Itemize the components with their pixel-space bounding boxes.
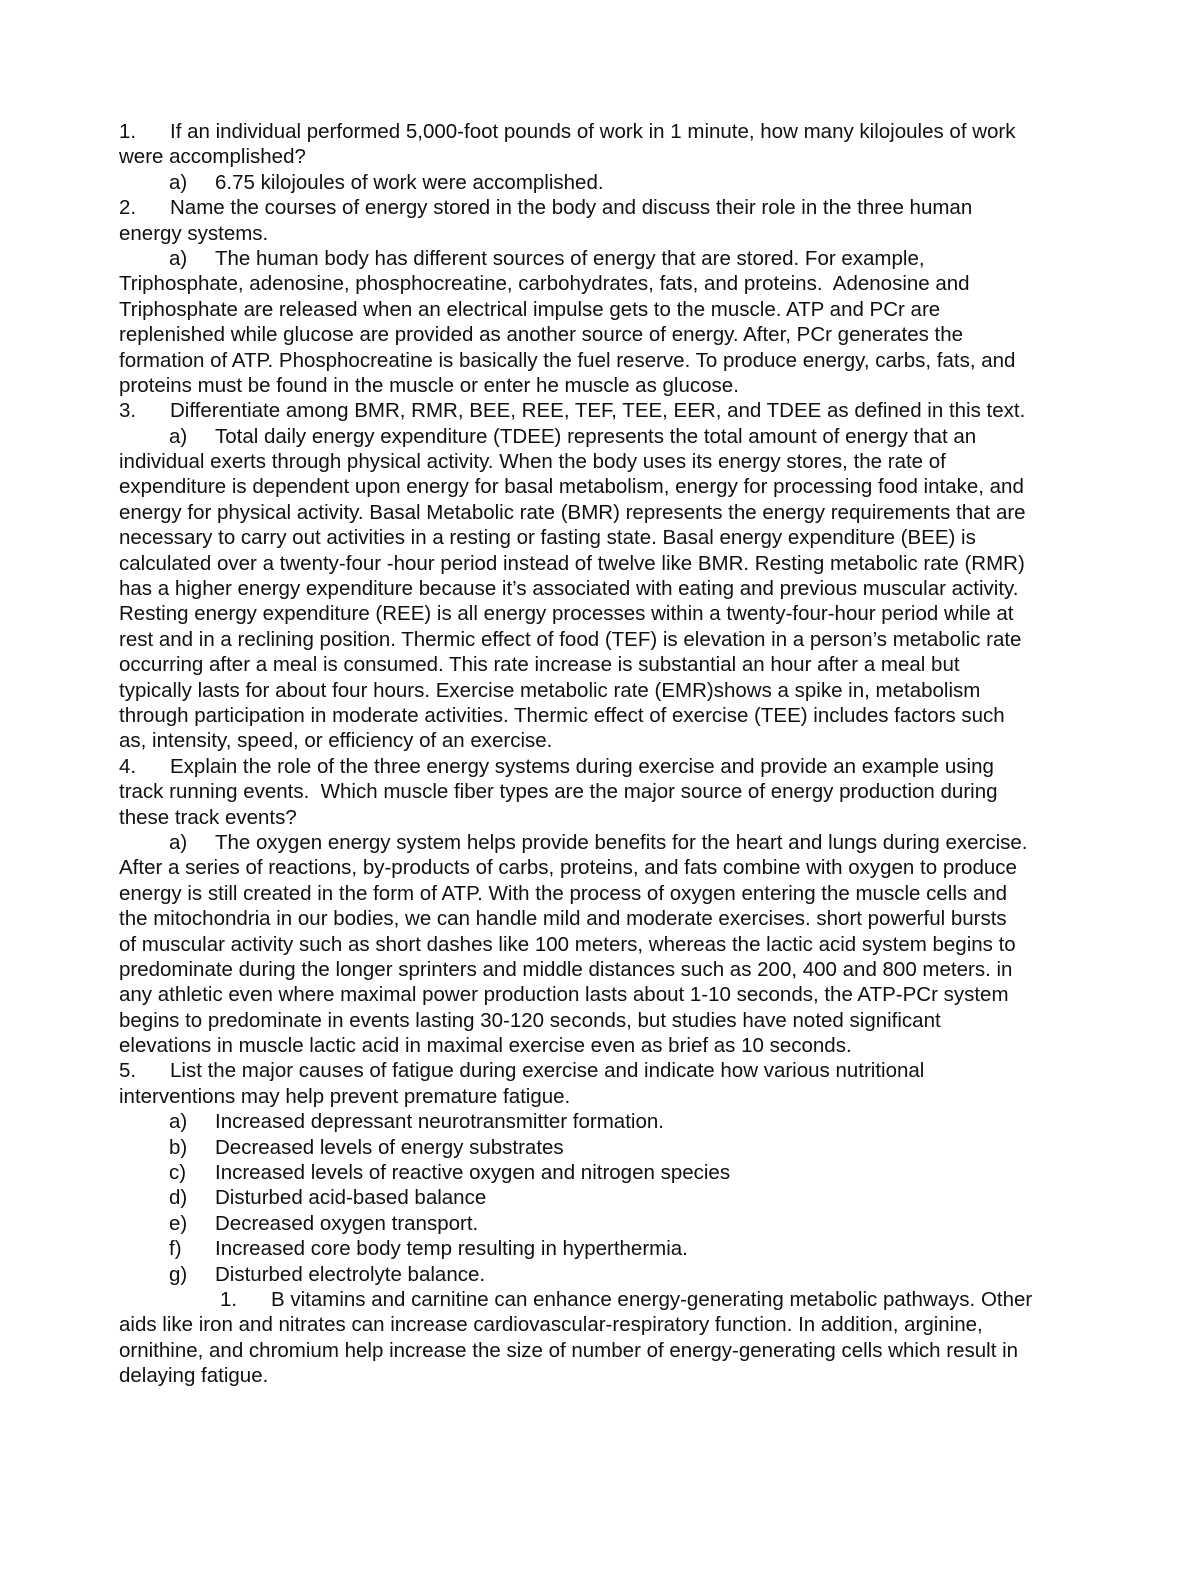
answer-label: c) [169, 1161, 187, 1185]
line-text: expenditure is dependent upon energy for basal metabolism, energy for processing food intake, and [119, 475, 1024, 499]
question-number: 4. [119, 754, 137, 778]
text-line [119, 551, 1084, 576]
line-text: Increased depressant neurotransmitter formation. [215, 1110, 664, 1134]
line-text: Resting energy expenditure (REE) is all energy processes within a twenty-four-hour period while at [119, 602, 1014, 626]
text-line [119, 906, 1084, 931]
line-text: any athletic even where maximal power production lasts about 1-10 seconds, the ATP-PCr system [119, 983, 1009, 1007]
line-text: After a series of reactions, by-products of carbs, proteins, and fats combine with oxygen to produce [119, 856, 1017, 880]
answer-label: a) [169, 170, 188, 194]
sub-item-number: 1. [220, 1287, 238, 1311]
line-text: Total daily energy expenditure (TDEE) represents the total amount of energy that an [215, 424, 977, 448]
text-line [119, 144, 1084, 169]
answer-label: f) [169, 1237, 182, 1261]
text-line [119, 1084, 1084, 1109]
text-line [119, 449, 1084, 474]
answer-label: a) [169, 246, 188, 270]
line-text: interventions may help prevent premature fatigue. [119, 1084, 571, 1108]
line-text: energy is still created in the form of ATP. With the process of oxygen entering the muscle cells and [119, 881, 1008, 905]
line-text: necessary to carry out activities in a resting or fasting state. Basal energy expenditure (BEE) is [119, 526, 976, 550]
answer-line [119, 1236, 1084, 1261]
question-line [119, 754, 1084, 779]
question-number: 5. [119, 1059, 137, 1083]
answer-line [119, 246, 1084, 271]
answer-label: a) [169, 424, 188, 448]
text-line [119, 652, 1084, 677]
line-text: delaying fatigue. [119, 1364, 269, 1388]
text-line [119, 601, 1084, 626]
answer-label: d) [169, 1186, 188, 1210]
answer-line [119, 424, 1084, 449]
question-number: 1. [119, 120, 137, 143]
question-line [119, 119, 1084, 144]
line-text: as, intensity, speed, or efficiency of an exercise. [119, 729, 553, 753]
text-line [119, 525, 1084, 550]
text-line [119, 576, 1084, 601]
line-text: Disturbed electrolyte balance. [215, 1262, 486, 1286]
line-text: elevations in muscle lactic acid in maximal exercise even as brief as 10 seconds. [119, 1034, 852, 1058]
line-text: predominate during the longer sprinters and middle distances such as 200, 400 and 800 meters. in [119, 957, 1013, 981]
text-line [119, 678, 1084, 703]
text-line [119, 500, 1084, 525]
answer-line [119, 170, 1084, 195]
text-line [119, 805, 1084, 830]
line-text: ornithine, and chromium help increase the size of number of energy-generating cells which result in [119, 1338, 1019, 1362]
line-text: aids like iron and nitrates can increase cardiovascular-respiratory function. In addition, arginine, [119, 1313, 983, 1337]
line-text: begins to predominate in events lasting 30-120 seconds, but studies have noted significant [119, 1008, 941, 1032]
answer-line [119, 1262, 1084, 1287]
line-text: rest and in a reclining position. Thermic effect of food (TEF) is elevation in a person’s metabolic rate [119, 627, 1022, 651]
text-line [119, 322, 1084, 347]
line-text: Differentiate among BMR, RMR, BEE, REE, TEF, TEE, EER, and TDEE as defined in this text. [170, 399, 1026, 423]
text-line [119, 1312, 1084, 1337]
text-line [119, 373, 1084, 398]
text-line [119, 297, 1084, 322]
answer-line [119, 1135, 1084, 1160]
text-line [119, 957, 1084, 982]
line-text: Decreased levels of energy substrates [215, 1135, 564, 1159]
text-line [119, 881, 1084, 906]
text-line [119, 627, 1084, 652]
line-text: formation of ATP. Phosphocreatine is basically the fuel reserve. To produce energy, carbs, fats, and [119, 348, 1016, 372]
line-text: occurring after a meal is consumed. This rate increase is substantial an hour after a meal but [119, 653, 960, 677]
line-text: 6.75 kilojoules of work were accomplished. [215, 170, 604, 194]
sub-item-line [119, 1287, 1084, 1312]
text-line [119, 1338, 1084, 1363]
question-line [119, 195, 1084, 220]
answer-label: a) [169, 1110, 188, 1134]
text-line [119, 728, 1084, 753]
question-number: 2. [119, 196, 137, 220]
line-text: of muscular activity such as short dashes like 100 meters, whereas the lactic acid system begins to [119, 932, 1016, 956]
line-text: proteins must be found in the muscle or enter he muscle as glucose. [119, 373, 739, 397]
answer-line [119, 1211, 1084, 1236]
line-text: energy for physical activity. Basal Metabolic rate (BMR) represents the energy requirements that are [119, 500, 1026, 524]
text-line [119, 1363, 1084, 1388]
answer-label: b) [169, 1135, 188, 1159]
line-text: List the major causes of fatigue during exercise and indicate how various nutritional [170, 1059, 925, 1083]
line-text: replenished while glucose are provided as another source of energy. After, PCr generates the [119, 323, 964, 347]
answer-line [119, 1160, 1084, 1185]
line-text: The human body has different sources of energy that are stored. For example, [215, 246, 925, 270]
line-text: the mitochondria in our bodies, we can handle mild and moderate exercises. short powerful bursts [119, 907, 1007, 931]
line-text: through participation in moderate activities. Thermic effect of exercise (TEE) includes factors such [119, 703, 1005, 727]
text-line [119, 932, 1084, 957]
answer-line [119, 830, 1084, 855]
line-text: Decreased oxygen transport. [215, 1211, 479, 1235]
line-text: Increased core body temp resulting in hyperthermia. [215, 1237, 688, 1261]
answer-label: e) [169, 1211, 188, 1235]
text-line [119, 1008, 1084, 1033]
answer-line [119, 1185, 1084, 1210]
line-text: Increased levels of reactive oxygen and nitrogen species [215, 1161, 731, 1185]
line-text: Disturbed acid-based balance [215, 1186, 487, 1210]
line-text: The oxygen energy system helps provide benefits for the heart and lungs during exercise. [215, 830, 1028, 854]
text-line [119, 779, 1084, 804]
line-text: B vitamins and carnitine can enhance energy-generating metabolic pathways. Other [271, 1287, 1033, 1311]
line-text: Name the courses of energy stored in the body and discuss their role in the three human [170, 196, 973, 220]
line-text: these track events? [119, 805, 297, 829]
line-text: Triphosphate are released when an electrical impulse gets to the muscle. ATP and PCr are [119, 297, 941, 321]
question-number: 3. [119, 399, 137, 423]
answer-line [119, 1109, 1084, 1134]
text-line [119, 271, 1084, 296]
line-text: typically lasts for about four hours. Exercise metabolic rate (EMR)shows a spike in, metabolism [119, 678, 981, 702]
text-line [119, 348, 1084, 373]
line-text: has a higher energy expenditure because it’s associated with eating and previous muscular activity. [119, 577, 1019, 601]
text-line [119, 703, 1084, 728]
line-text: energy systems. [119, 221, 269, 245]
text-line [119, 221, 1084, 246]
line-text: If an individual performed 5,000-foot pounds of work in 1 minute, how many kilojoules of work [170, 120, 1016, 143]
line-text: were accomplished? [119, 145, 306, 169]
text-line [119, 1033, 1084, 1058]
answer-label: a) [169, 830, 188, 854]
text-line [119, 474, 1084, 499]
question-line [119, 1058, 1084, 1083]
line-text: calculated over a twenty-four -hour period instead of twelve like BMR. Resting metabolic rate (RMR) [119, 551, 1025, 575]
answer-label: g) [169, 1262, 188, 1286]
line-text: track running events. Which muscle fiber types are the major source of energy production during [119, 780, 998, 804]
text-line [119, 855, 1084, 880]
text-line [119, 982, 1084, 1007]
line-text: Explain the role of the three energy systems during exercise and provide an example using [170, 754, 994, 778]
question-line [119, 398, 1084, 423]
document-body [119, 119, 1084, 1389]
line-text: Triphosphate, adenosine, phosphocreatine, carbohydrates, fats, and proteins. Adenosine and [119, 272, 970, 296]
line-text: individual exerts through physical activity. When the body uses its energy stores, the rate of [119, 450, 946, 474]
